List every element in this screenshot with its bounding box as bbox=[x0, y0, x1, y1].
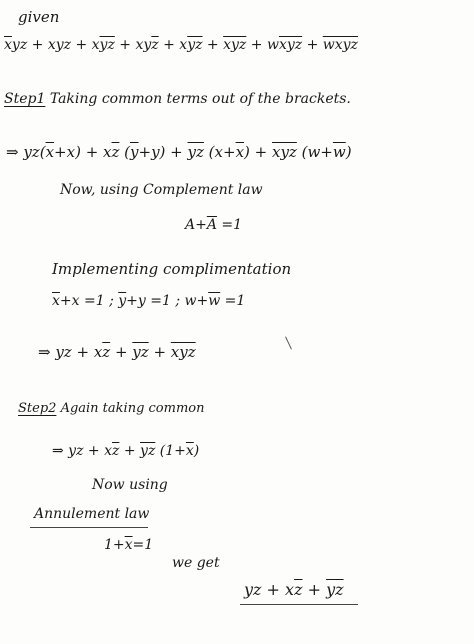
complemented-term: $\overline{x}$ bbox=[52, 293, 60, 309]
expression-part: + bbox=[302, 580, 327, 599]
expression-part: + bbox=[148, 343, 171, 361]
step1-expression bbox=[6, 145, 352, 160]
given-expression bbox=[4, 38, 358, 52]
expression-part: yz + xyz + x bbox=[11, 37, 100, 53]
complemented-term: $\overline{xyz}$ bbox=[272, 143, 297, 161]
complemented-term: $\overline{z}$ bbox=[102, 343, 111, 361]
annulement-law-text: Annulement law bbox=[34, 506, 150, 522]
now-using-text: Now using bbox=[92, 477, 168, 493]
expression-part: =1 bbox=[132, 537, 154, 553]
expression-part: +y) + bbox=[138, 143, 188, 161]
complemented-term: $\overline{xyz}$ bbox=[170, 343, 196, 361]
expression-part: yz + x bbox=[244, 580, 295, 599]
stray-pen-mark bbox=[285, 336, 292, 349]
expression-part: + w bbox=[246, 37, 279, 53]
complemented-term: $\overline{z}$ bbox=[111, 143, 120, 161]
complemented-term: $\overline{x}$ bbox=[235, 143, 245, 161]
expression-part: +x) + x bbox=[54, 143, 112, 161]
expression-part: =1 bbox=[216, 217, 243, 233]
step2-description: Again taking common bbox=[60, 401, 205, 416]
we-get-text: we get bbox=[172, 555, 220, 571]
complemented-term: $\overline{yz}$ bbox=[132, 343, 149, 361]
complemented-term: $\overline{xyz}$ bbox=[223, 37, 247, 53]
final-answer-underline bbox=[240, 604, 358, 605]
result1-expression bbox=[38, 345, 196, 360]
complemented-term: $\overline{xyz}$ bbox=[278, 37, 303, 53]
implementing-heading: Implementing complimentation bbox=[52, 260, 292, 278]
annulement-law-expression bbox=[104, 538, 153, 552]
expression-part: + bbox=[302, 37, 323, 53]
complemented-term: $\overline{yz}$ bbox=[326, 580, 344, 599]
expression-part: + bbox=[110, 343, 133, 361]
complemented-term: $\overline{w}$ bbox=[332, 143, 346, 161]
expression-part: ⇒ yz + x bbox=[52, 443, 112, 459]
expression-part: 1+ bbox=[104, 537, 125, 553]
given-heading: given bbox=[18, 8, 60, 26]
complemented-term: $\overline{x}$ bbox=[124, 537, 133, 553]
complemented-term: wxyz bbox=[322, 37, 358, 53]
complement-law-text: Now, using Complement law bbox=[60, 182, 263, 198]
step2-line bbox=[18, 402, 204, 415]
expression-part: + bbox=[119, 443, 141, 459]
expression-part: +y =1 ; w+ bbox=[126, 293, 209, 309]
complemented-term: $\overline{x}$ bbox=[4, 37, 12, 53]
complemented-term: $\overline{y}$ bbox=[118, 293, 127, 309]
expression-part: +x =1 ; bbox=[59, 293, 119, 309]
complemented-term: $\overline{x}$ bbox=[45, 143, 55, 161]
complemented-term: $\overline{z}$ bbox=[294, 580, 303, 599]
complemented-term: $\overline{yz}$ bbox=[187, 143, 204, 161]
complemented-term: $\overline{yz}$ bbox=[99, 37, 115, 53]
complemented-term: $\overline{yz}$ bbox=[187, 37, 203, 53]
annulement-underline bbox=[30, 527, 148, 528]
expression-part: ⇒ yz + x bbox=[38, 343, 103, 361]
expression-part: =1 bbox=[220, 293, 246, 309]
step2-expression bbox=[52, 444, 199, 458]
complemented-term: $\overline{x}$ bbox=[185, 443, 194, 459]
expression-part: ( bbox=[119, 143, 131, 161]
complemented-term: $\overline{w}$ bbox=[208, 293, 221, 309]
complement-law-expression bbox=[185, 218, 242, 232]
expression-part: (x+ bbox=[203, 143, 236, 161]
expression-part: ) bbox=[345, 143, 352, 161]
step2-label: Step2 bbox=[18, 401, 57, 416]
expression-part: (1+ bbox=[155, 443, 186, 459]
expression-part: A+ bbox=[185, 217, 207, 233]
final-answer-expression bbox=[244, 582, 344, 598]
complemented-term: $\overline{A}$ bbox=[206, 217, 217, 233]
complemented-term: $\overline{z}$ bbox=[151, 37, 159, 53]
step1-label: Step1 bbox=[4, 91, 46, 107]
expression-part: ⇒ yz( bbox=[6, 143, 46, 161]
step1-line bbox=[4, 92, 351, 106]
complemented-term: $\overline{yz}$ bbox=[140, 443, 156, 459]
complemented-term: $\overline{z}$ bbox=[112, 443, 120, 459]
expression-part: + xy bbox=[114, 37, 152, 53]
expression-part: + bbox=[202, 37, 224, 53]
implementing-expression bbox=[52, 294, 245, 308]
expression-part: + x bbox=[158, 37, 188, 53]
expression-part: ) + bbox=[244, 143, 272, 161]
expression-part: (w+ bbox=[296, 143, 333, 161]
expression-part: ) bbox=[193, 443, 200, 459]
complemented-term: $\overline{y}$ bbox=[130, 143, 139, 161]
step1-description: Taking common terms out of the brackets. bbox=[49, 91, 351, 107]
